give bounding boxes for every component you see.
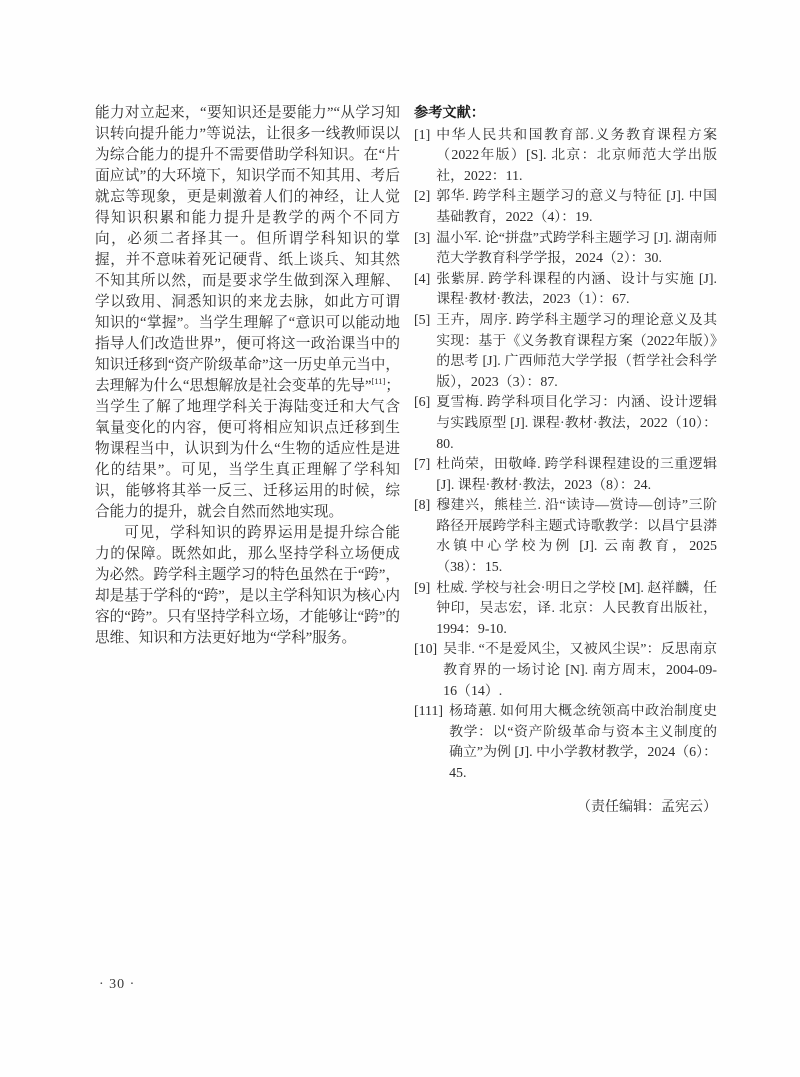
reference-item — [414, 270, 717, 311]
reference-text: 杜威. 学校与社会·明日之学校 [M]. 赵祥麟，任钟印，吴志宏，译. 北京：人民教育出版社，1994：9-10. — [436, 580, 717, 637]
reference-text: 中华人民共和国教育部.义务教育课程方案（2022年版）[S]. 北京：北京师范大学出版社，2022：11. — [436, 127, 717, 184]
reference-label: [7] — [414, 457, 431, 473]
reference-text: 张紫屏. 跨学科课程的内涵、设计与实施 [J]. 课程·教材·教法，2023（1）：67. — [436, 271, 717, 308]
reference-text: 王卉，周序. 跨学科主题学习的理论意义及其实现：基于《义务教育课程方案（2022年版）》的思考 [J]. 广西师范大学学报（哲学社会科学版），2023（3）：87. — [436, 312, 717, 390]
reference-item — [414, 311, 717, 393]
page-number: · 30 · — [99, 977, 136, 992]
reference-text: 温小军. 论“拼盘”式跨学科主题学习 [J]. 湖南师范大学教育科学学报，2024（2）：30. — [436, 230, 717, 267]
reference-item — [414, 393, 717, 455]
reference-label: [5] — [414, 312, 431, 328]
reference-text: 杜尚荣，田敬峰. 跨学科课程建设的三重逻辑 [J]. 课程·教材·教法，2023（8）：24. — [436, 457, 717, 493]
reference-label: [6] — [414, 395, 431, 411]
reference-item — [414, 126, 717, 188]
citation-marker: [11] — [371, 376, 386, 387]
reference-label: [8] — [414, 498, 431, 514]
reference-item — [414, 187, 717, 228]
body-text-column — [95, 103, 400, 818]
paragraph-text: 能力对立起来，“要知识还是要能力”“从学习知识转向提升能力”等说法，让很多一线教师误以为综合能力的提升不需要借助学科知识。在“片面应试”的大环境下，知识学而不知其用、考后就忘等现象，更是刺激着人们的神经，让人觉得知识积累和能力提升是教学的两个不同方向，必须二者择其一。但所谓学科知识的掌握，并不意味着死记硬背、纸上谈兵、知其然不知其所以然，而是要求学生做到深入理解、学以致用、洞悉知识的来龙去脉，如此方可谓知识的“掌握”。当学生理解了“意识可以能动地指导人们改造世界”，便可将这一政治课当中的知识迁移到“资产阶级革命”这一历史单元当中，去理解为什么“思想解放是社会变革的先导” — [95, 105, 400, 394]
reference-label: [2] — [414, 189, 431, 205]
reference-text: 穆建兴，熊桂兰. 沿“读诗—赏诗—创诗”三阶路径开展跨学科主题式诗歌教学：以昌宁县漭水镇中心学校为例 [J]. 云南教育，2025（38）：15. — [436, 498, 717, 576]
reference-text: 夏雪梅. 跨学科项目化学习：内涵、设计逻辑与实践原型 [J]. 课程·教材·教法，2022（10）：80. — [436, 395, 717, 452]
reference-label: [3] — [414, 230, 431, 246]
body-paragraph-1 — [95, 103, 400, 523]
reference-item — [414, 455, 717, 496]
reference-label: [4] — [414, 271, 431, 287]
editor-note: （责任编辑：孟宪云） — [577, 799, 717, 815]
reference-item — [414, 702, 717, 784]
references-list — [414, 126, 717, 785]
two-column-layout — [95, 103, 717, 818]
reference-label: [10] — [414, 642, 438, 658]
reference-label: [1] — [414, 127, 431, 143]
body-paragraph-2: 可见，学科知识的跨界运用是提升综合能力的保障。既然如此，那么坚持学科立场便成为必然。跨学科主题学习的特色虽然在于“跨”，却是基于学科的“跨”，是以主学科知识为核心内容的“跨”。只有坚持学科立场，才能够让“跨”的思维、知识和方法更好地为“学科”服务。 — [95, 525, 400, 646]
reference-item — [414, 640, 717, 702]
reference-item — [414, 496, 717, 578]
references-heading: 参考文献： — [414, 105, 485, 121]
reference-text: 杨琦蕙. 如何用大概念统领高中政治制度史教学：以“资产阶级革命与资本主义制度的确立”为例 [J]. 中小学教材教学，2024（6）：45. — [449, 704, 717, 781]
references-column — [414, 103, 717, 818]
reference-item — [414, 229, 717, 270]
paragraph-text: ；当学生了解了地理学科关于海陆变迁和大气含氧量变化的内容，便可将相应知识点迁移到生物课程当中，认识到为什么“生物的适应性是进化的结果”。可见，当学生真正理解了学科知识，能够将其举一反三、迁移运用的时候，综合能力的提升，就会自然而然地实现。 — [95, 378, 400, 520]
reference-text: 吴非. “不是爱风尘，又被风尘误”：反思南京教育界的一场讨论 [N]. 南方周末，2004-09-16（14）. — [443, 642, 717, 699]
reference-label: [111] — [414, 704, 444, 720]
reference-label: [9] — [414, 580, 431, 596]
reference-item — [414, 579, 717, 641]
reference-text: 郭华. 跨学科主题学习的意义与特征 [J]. 中国基础教育，2022（4）：19. — [436, 189, 717, 225]
